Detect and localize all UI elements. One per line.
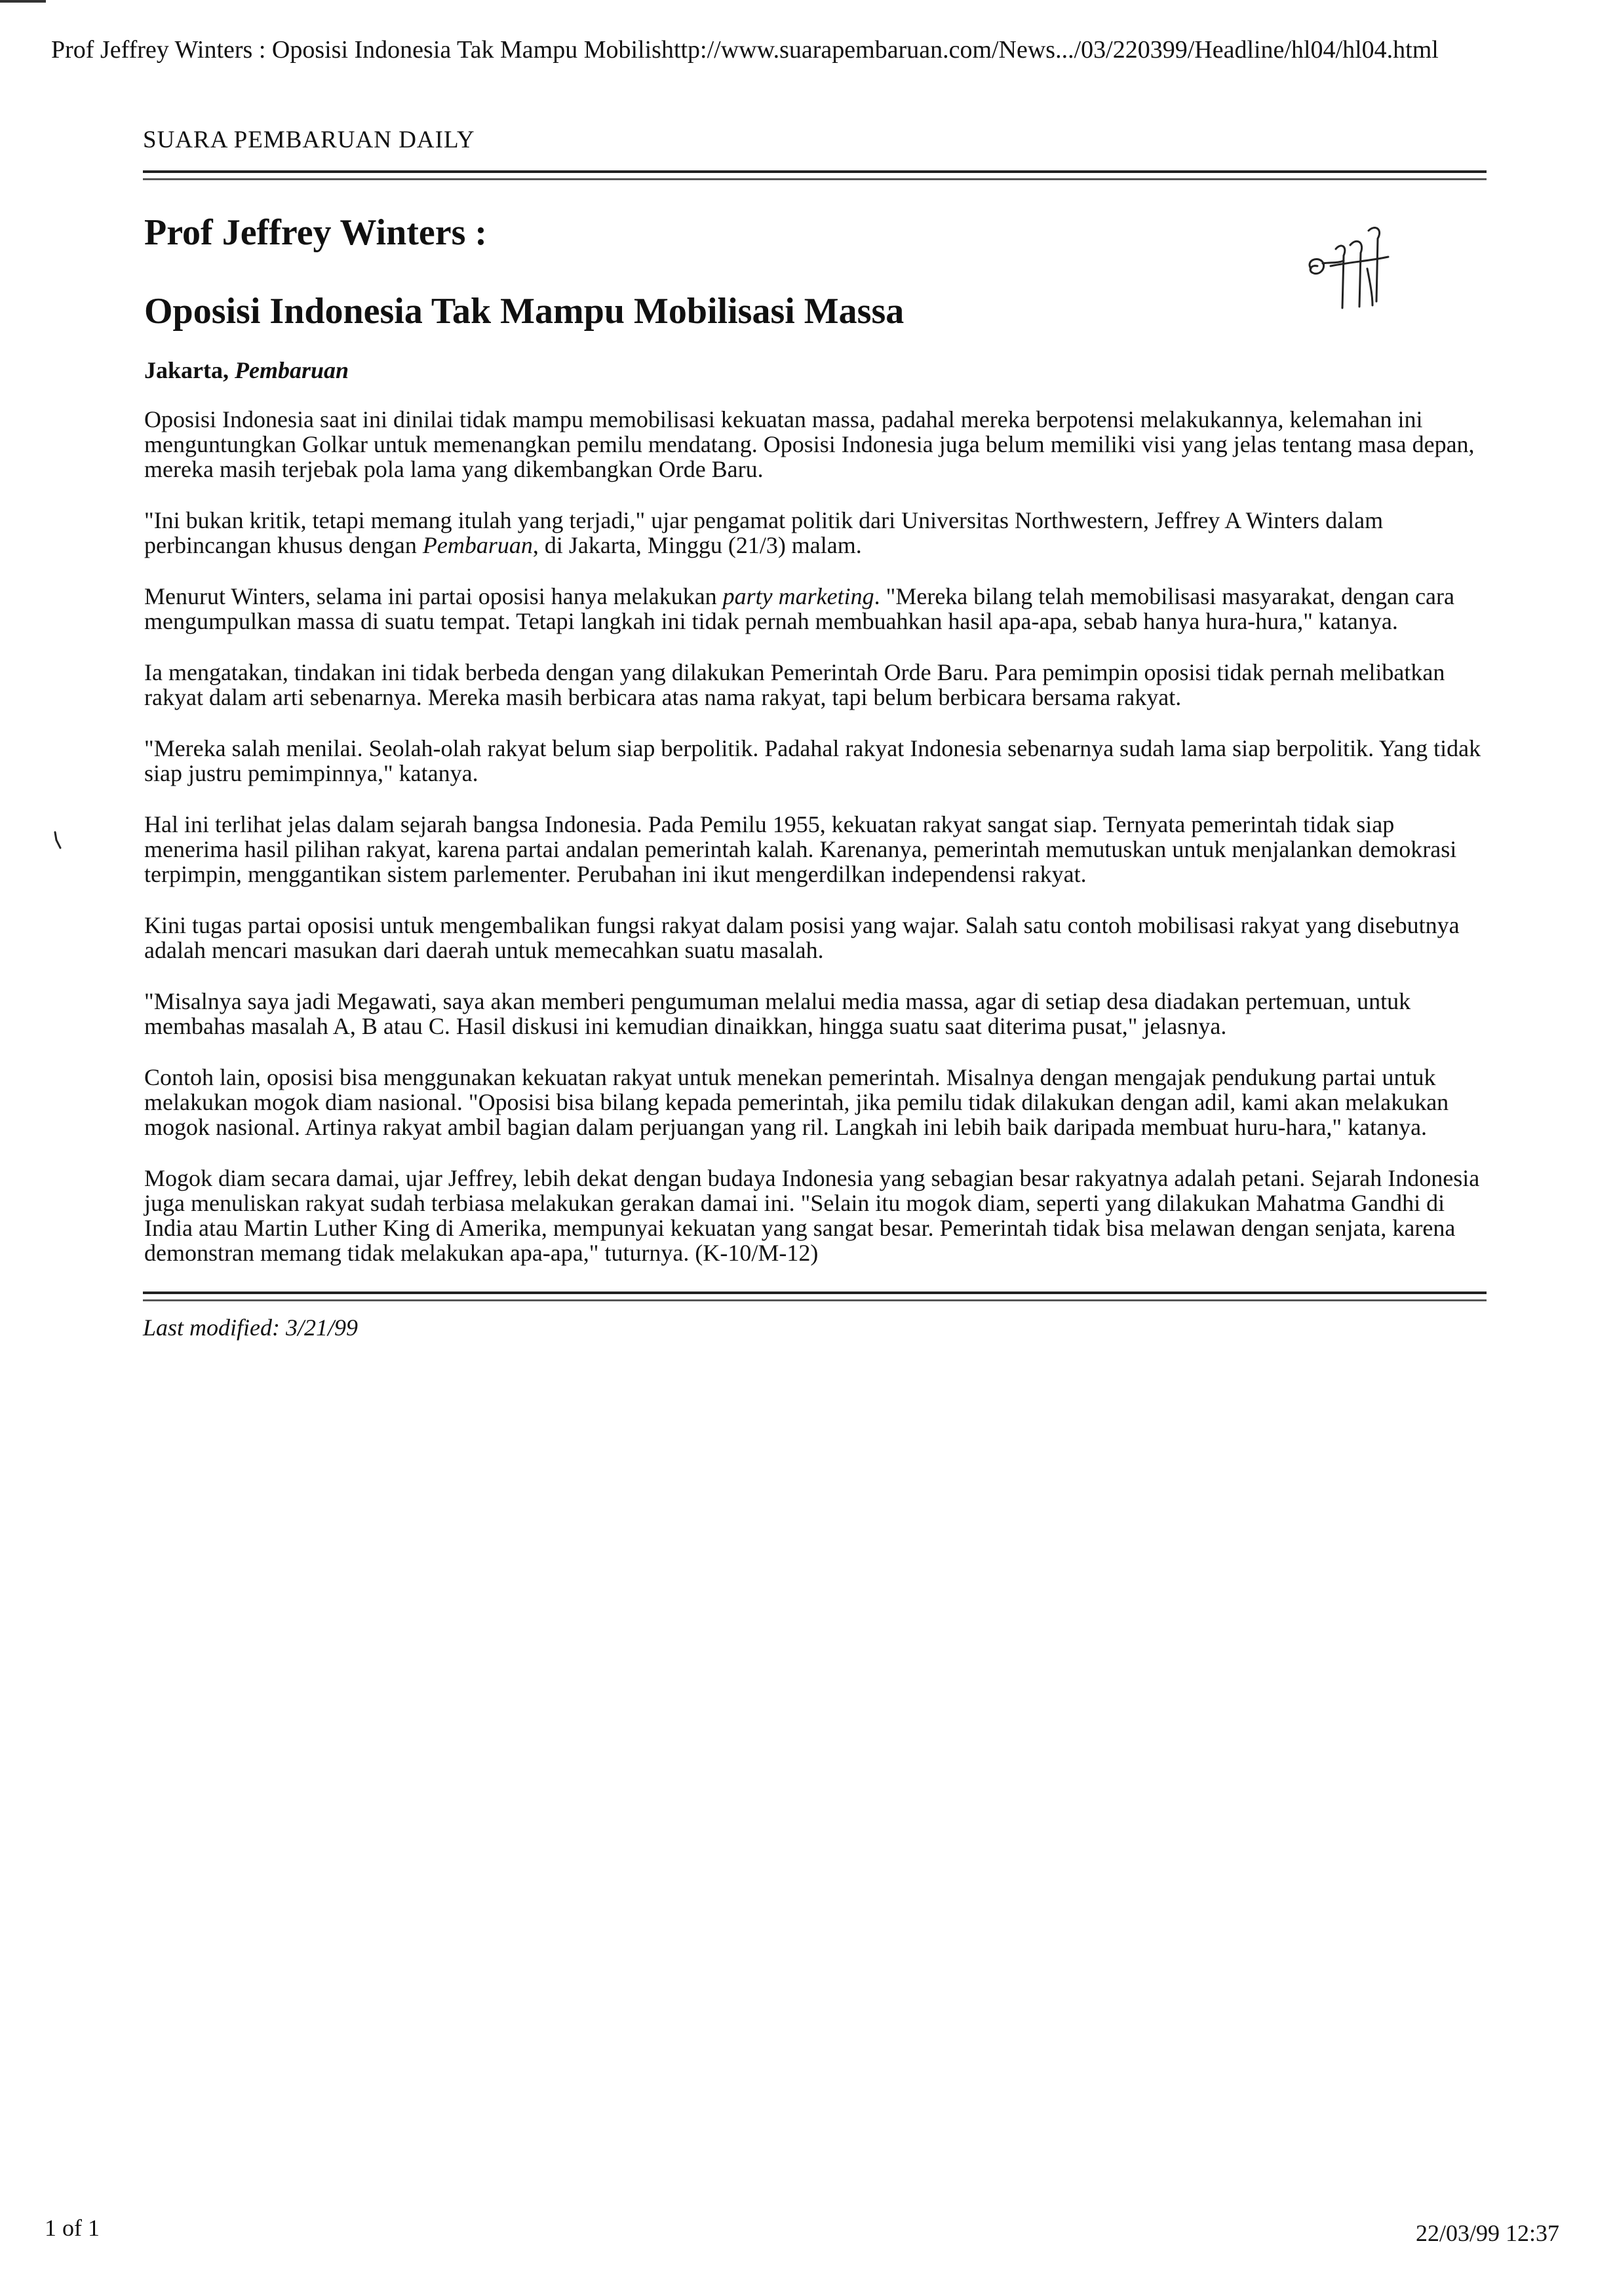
headline-title-line1: Prof Jeffrey Winters : <box>144 212 488 253</box>
article-body <box>143 407 1487 1265</box>
dateline <box>144 356 1487 385</box>
top-divider <box>143 170 1487 180</box>
paragraph-7: Kini tugas partai oposisi untuk mengembalikan fungsi rakyat dalam posisi yang wajar. Salah satu contoh mobilisasi rakyat yang disebutnya adalah mencari masukan dari daerah untuk memecahkan suatu masalah. <box>144 912 1460 963</box>
paragraph-3-italic: party marketing <box>722 583 874 609</box>
page-count: 1 of 1 <box>45 2215 100 2241</box>
paragraph-6: Hal ini terlihat jelas dalam sejarah bangsa Indonesia. Pada Pemilu 1955, kekuatan rakyat sangat siap. Ternyata pemerintah tidak siap menerima hasil pilihan rakyat, karena partai andalan pemerintah kalah. Karenanya, pemerintah memutuskan untuk menjalankan demokrasi terpimpin, menggantikan sistem parlementer. Perubahan ini ikut mengerdilkan independensi rakyat. <box>144 811 1457 887</box>
paragraph-4: Ia mengatakan, tindakan ini tidak berbeda dengan yang dilakukan Pemerintah Orde Baru. Para pemimpin oposisi tidak pernah melibatkan rakyat dalam arti sebenarnya. Mereka masih berbicara atas nama rakyat, tapi belum berbicara bersama rakyat. <box>144 659 1445 710</box>
paragraph-8: "Misalnya saya jadi Megawati, saya akan memberi pengumuman melalui media massa, agar di setiap desa diadakan pertemuan, untuk membahas masalah A, B atau C. Hasil diskusi ini kemudian dinaikkan, hingga suatu saat diterima pusat," jelasnya. <box>144 988 1411 1039</box>
paragraph-2-italic: Pembaruan <box>422 532 533 558</box>
article-page <box>143 124 1487 1342</box>
dateline-place: Jakarta, <box>144 357 235 383</box>
paragraph-3-text-b: . "Mereka bilang telah memobilisasi masyarakat, dengan cara mengumpulkan massa di suatu tempat. Tetapi langkah ini tidak pernah membuahkan hasil apa-apa, sebab hanya hura-hura," katanya. <box>144 583 1454 634</box>
print-header-title-url: Prof Jeffrey Winters : Oposisi Indonesia Tak Mampu Mobilishttp://www.suarapembaruan.com/News.../03/220399/Headline/hl04/hl04.html <box>51 36 1439 64</box>
scan-corner-mark <box>0 0 46 3</box>
last-modified: Last modified: 3/21/99 <box>143 1314 359 1341</box>
paragraph-3-text-a: Menurut Winters, selama ini partai oposisi hanya melakukan <box>144 583 723 609</box>
bottom-divider <box>143 1292 1487 1301</box>
margin-pen-mark <box>52 831 63 851</box>
paragraph-3 <box>144 584 1481 634</box>
headline-title-line2: Oposisi Indonesia Tak Mampu Mobilisasi Massa <box>144 291 905 332</box>
dateline-source: Pembaruan <box>235 357 349 383</box>
paragraph-9: Contoh lain, oposisi bisa menggunakan kekuatan rakyat untuk menekan pemerintah. Misalnya dengan mengajak pendukung partai untuk melakukan mogok diam nasional. "Oposisi bisa bilang kepada pemerintah, jika pemilu tidak dilakukan dengan adil, kami akan melakukan mogok nasional. Artinya rakyat ambil bagian dalam perjuangan yang ril. Langkah ini lebih baik daripada membuat huru-hara," katanya. <box>144 1064 1449 1140</box>
paragraph-1: Oposisi Indonesia saat ini dinilai tidak mampu memobilisasi kekuatan massa, padahal mereka berpotensi melakukannya, kelemahan ini menguntungkan Golkar untuk memenangkan pemilu mendatang. Oposisi Indonesia juga belum memiliki visi yang jelas tentang masa depan, mereka masih terjebak pola lama yang dikembangkan Orde Baru. <box>144 406 1475 482</box>
paragraph-2 <box>144 508 1481 558</box>
paragraph-2-text-a: "Ini bukan kritik, tetapi memang itulah yang terjadi," ujar pengamat politik dari Universitas Northwestern, Jeffrey A Winters dalam perbincangan khusus dengan <box>144 507 1384 558</box>
site-name: SUARA PEMBARUAN DAILY <box>143 126 475 153</box>
paragraph-10: Mogok diam secara damai, ujar Jeffrey, lebih dekat dengan budaya Indonesia yang sebagian besar rakyatnya adalah petani. Sejarah Indonesia juga menuliskan rakyat sudah terbiasa melakukan gerakan damai ini. "Selain itu mogok diam, seperti yang dilakukan Mahatma Gandhi di India atau Martin Luther King di Amerika, mempunyai kekuatan yang sangat besar. Pemerintah tidak bisa melawan dengan senjata, karena demonstran memang tidak melakukan apa-apa," tuturnya. (K-10/M-12) <box>144 1165 1480 1266</box>
paragraph-2-text-b: , di Jakarta, Minggu (21/3) malam. <box>532 532 862 558</box>
print-datetime: 22/03/99 12:37 <box>1416 2220 1560 2246</box>
handwritten-initials-signature <box>1304 223 1396 321</box>
paragraph-5: "Mereka salah menilai. Seolah-olah rakyat belum siap berpolitik. Padahal rakyat Indonesia sebenarnya sudah lama siap berpolitik. Yang tidak siap justru pemimpinnya," katanya. <box>144 735 1481 786</box>
